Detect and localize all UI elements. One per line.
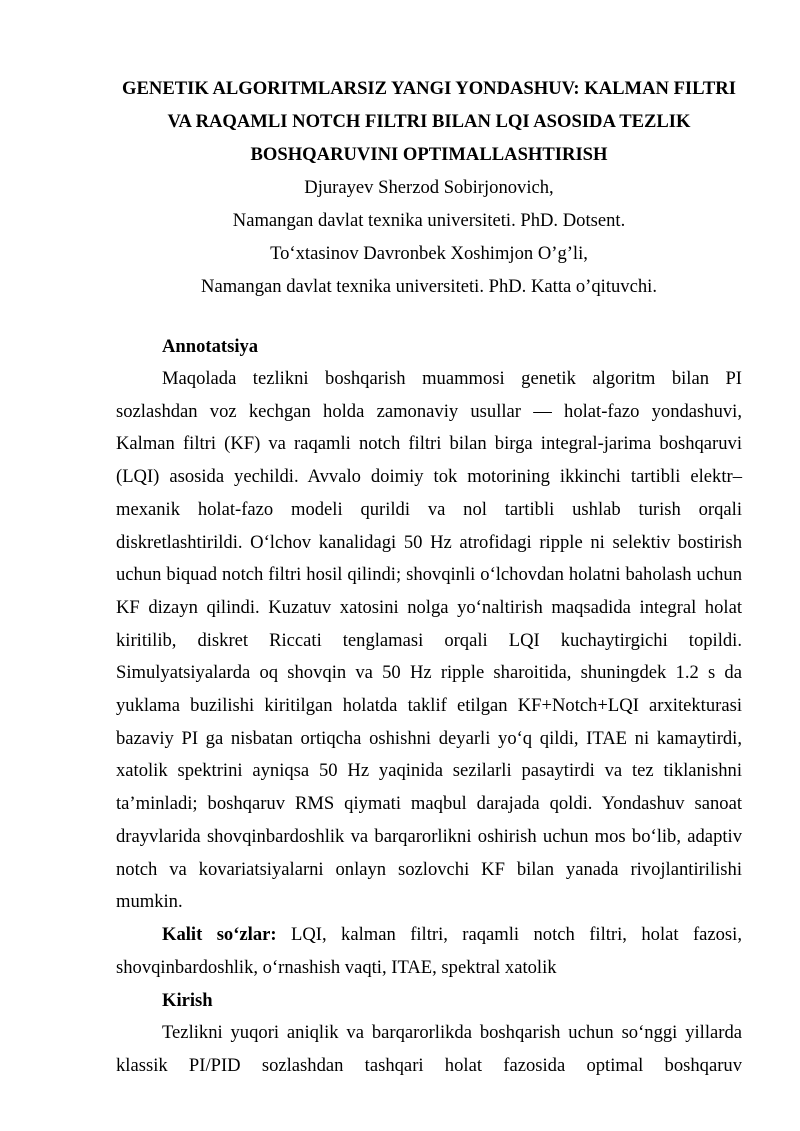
keywords-paragraph xyxy=(116,919,742,984)
spacer xyxy=(116,303,742,330)
author-2-affiliation: Namangan davlat texnika universiteti. PhD. Katta o’qituvchi. xyxy=(201,276,657,297)
author-1-name: Djurayev Sherzod Sobirjonovich, xyxy=(304,177,554,198)
abstract-heading: Annotatsiya xyxy=(162,336,259,357)
intro-text: Tezlikni yuqori aniqlik va barqarorlikda boshqarish uchun so‘nggi yillarda klassik PI/PID sozlashdan tashqari holat fazosida optimal boshqaruv xyxy=(116,1022,742,1077)
title-line-1: GENETIK ALGORITMLARSIZ YANGI YONDASHUV: KALMAN FILTRI xyxy=(122,78,736,99)
author-2-name: To‘xtasinov Davronbek Xoshimjon O’g’li, xyxy=(270,243,588,264)
title-line-3: BOSHQARUVINI OPTIMALLASHTIRISH xyxy=(250,144,608,165)
keywords-label: Kalit so‘zlar: xyxy=(162,923,277,945)
keywords-text: LQI, kalman filtri, raqamli notch filtri, holat fazosi, shovqinbardoshlik, o‘rnashish vaqti, ITAE, spektral xatolik xyxy=(116,923,742,978)
author-block xyxy=(116,171,742,303)
paper-title xyxy=(116,72,742,171)
intro-heading: Kirish xyxy=(162,990,213,1012)
abstract-text: Maqolada tezlikni boshqarish muammosi genetik algoritm bilan PI sozlashdan voz kechgan holda zamonaviy usullar — holat-fazo yondashuvi, Kalman filtri (KF) va raqamli notch filtri bilan birga integral-jarima boshqaruvi (LQI) asosida yechildi. Avvalo doimiy tok motorining ikkinchi tartibli elektr–mexanik holat-fazo modeli qurildi va nol tartibli ushlab turish orqali diskretlashtirildi. O‘lchov kanalidagi 50 Hz atrofidagi ripple ni selektiv bostirish uchun biquad notch filtri hosil qilindi; shovqinli o‘lchovdan holatni baholash uchun KF dizayn qilindi. Kuzatuv xatosini nolga yo‘naltirish maqsadida integral holat kiritilib, diskret Riccati tenglamasi orqali LQI kuchaytirgichi topildi. Simulyatsiyalarda oq shovqin va 50 Hz ripple sharoitida, shuningdek 1.2 s da yuklama buzilishi kiritilgan holatda taklif etilgan KF+Notch+LQI arxitekturasi bazaviy PI ga nisbatan ortiqcha oshishni deyarli yo‘q qildi, ITAE ni kamaytirdi, xatolik spektrini ayniqsa 50 Hz yaqinida sezilarli pasaytirdi va tez tiklanishni ta’minladi; boshqaruv RMS qiymati maqbul darajada qoldi. Yondashuv sanoat drayvlarida shovqinbardoshlik va barqarorlikni oshirish uchun mos bo‘lib, adaptiv notch va kovariatsiyalarni onlayn sozlovchi KF bilan yanada rivojlantirilishi mumkin. xyxy=(116,368,742,913)
paper-page xyxy=(116,72,742,1083)
title-line-2: VA RAQAMLI NOTCH FILTRI BILAN LQI ASOSIDA TEZLIK xyxy=(167,111,691,132)
author-1-affiliation: Namangan davlat texnika universiteti. PhD. Dotsent. xyxy=(232,210,626,231)
